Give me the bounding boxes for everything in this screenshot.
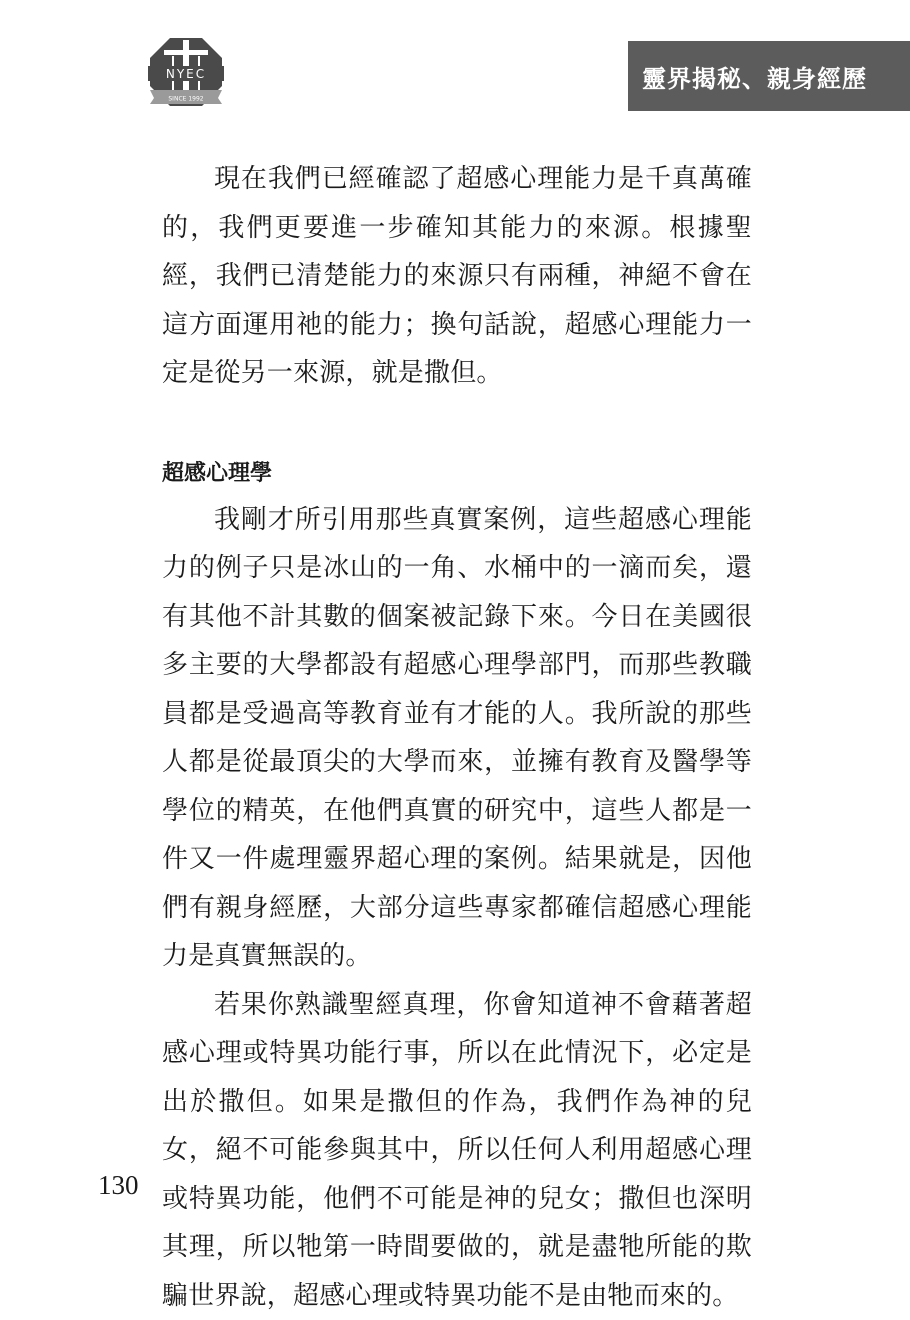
page-number: 130	[98, 1170, 139, 1201]
paragraph-1: 現在我們已經確認了超感心理能力是千真萬確的，我們更要進一步確知其能力的來源。根據聖經，我們已清楚能力的來源只有兩種，神絕不會在這方面運用祂的能力；換句話說，超感心理能力一定是從另一來源，就是撒但。	[162, 155, 752, 398]
section-title-banner	[628, 41, 910, 111]
paragraph-2: 我剛才所引用那些真實案例，這些超感心理能力的例子只是冰山的一角、水桶中的一滴而矣，還有其他不計其數的個案被記錄下來。今日在美國很多主要的大學都設有超感心理學部門，而那些教職員都是受過高等教育並有才能的人。我所說的那些人都是從最頂尖的大學而來，並擁有教育及醫學等學位的精英，在他們真實的研究中，這些人都是一件又一件處理靈界超心理的案例。結果就是，因他們有親身經歷，大部分這些專家都確信超感心理能力是真實無誤的。	[162, 496, 752, 981]
paragraph-3: 若果你熟識聖經真理，你會知道神不會藉著超感心理或特異功能行事，所以在此情況下，必定是出於撒但。如果是撒但的作為，我們作為神的兒女，絕不可能參與其中，所以任何人利用超感心理或特異功能，他們不可能是神的兒女；撒但也深明其理，所以牠第一時間要做的，就是盡牠所能的欺騙世界說，超感心理或特異功能不是由牠而來的。	[162, 981, 752, 1320]
logo-subtext: SINCE 1992	[168, 96, 203, 103]
section-title: 靈界揭秘、親身經歷	[642, 59, 867, 94]
page-content	[162, 155, 752, 1320]
logo-text: NYEC	[166, 67, 206, 81]
nyec-logo	[146, 36, 226, 108]
section-heading: 超感心理學	[162, 452, 752, 496]
